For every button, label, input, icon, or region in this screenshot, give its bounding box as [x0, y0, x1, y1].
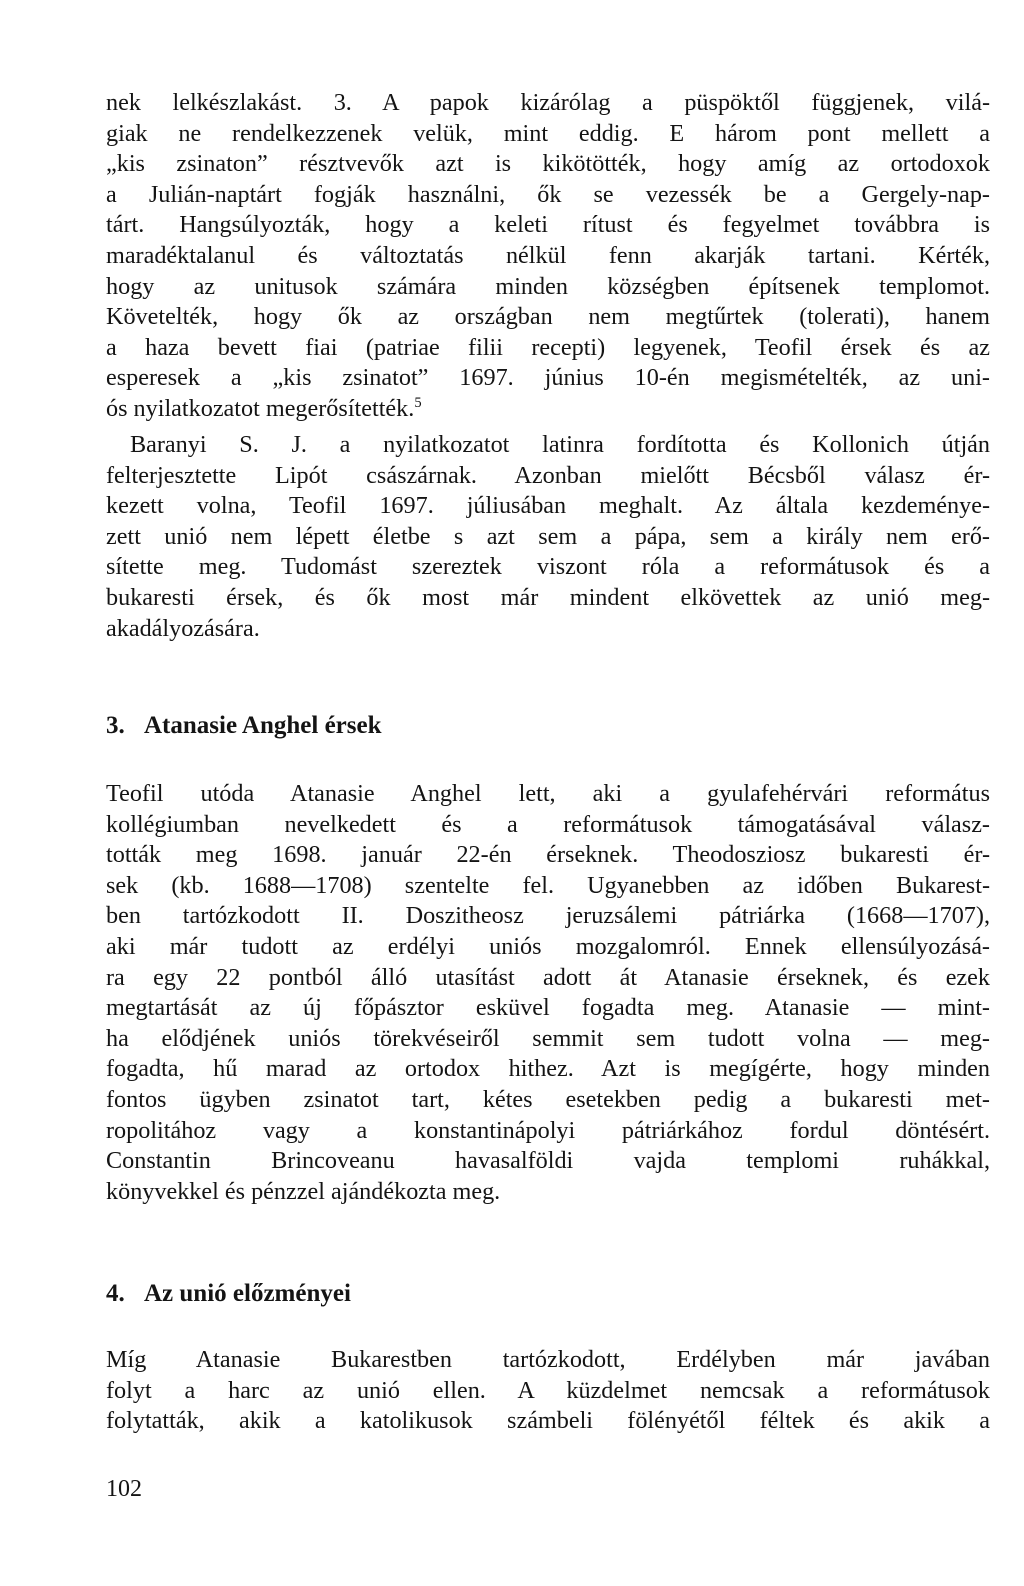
text-line: aki már tudott az erdélyi uniós mozgalomról. Ennek ellensúlyozásá- — [106, 932, 990, 960]
text-line-content: ós nyilatkozatot megerősítették. — [106, 394, 415, 422]
text-line: a Julián-naptárt fogják használni, ők se vezessék be a Gergely-nap- — [106, 180, 990, 208]
text-line: nek lelkészlakást. 3. A papok kizárólag a püspöktől függjenek, vilá- — [106, 89, 990, 116]
text-line: fontos ügyben zsinatot tart, kétes esetekben pedig a bukaresti met- — [106, 1085, 990, 1113]
text-line: Baranyi S. J. a nyilatkozatot latinra fordította és Kollonich útján — [130, 431, 990, 458]
text-line: Constantin Brincoveanu havasalföldi vajda templomi ruhákkal, — [106, 1147, 990, 1175]
text-line: Követelték, hogy ők az országban nem megtűrtek (tolerati), hanem — [106, 303, 990, 331]
text-line: Teofil utóda Atanasie Anghel lett, aki a gyulafehérvári református — [106, 780, 990, 807]
text-line: ha elődjének uniós törekvéseiről semmit sem tudott volna — meg- — [106, 1024, 990, 1052]
section-title: Az unió előzményei — [144, 1280, 351, 1307]
text-line: sítette meg. Tudomást szereztek viszont róla a reformátusok és a — [106, 553, 990, 581]
section-heading-3 — [106, 712, 382, 740]
section-number: 3. — [106, 712, 125, 739]
paragraph-4 — [106, 1345, 990, 1437]
footnote-marker: 5 — [414, 394, 422, 411]
paragraph-1 — [106, 88, 990, 425]
text-line: akadályozására. — [106, 614, 260, 642]
text-line: könyvekkel és pénzzel ajándékozta meg. — [106, 1177, 501, 1205]
text-line: esperesek a „kis zsinatot” 1697. június 10-én megismételték, az uni- — [106, 364, 990, 392]
text-line: fogadta, hű marad az ortodox hithez. Azt is megígérte, hogy minden — [106, 1055, 990, 1083]
paragraph-3 — [106, 779, 990, 1207]
text-line: felterjesztette Lipót császárnak. Azonban mielőtt Bécsből válasz ér- — [106, 461, 990, 489]
text-line: kollégiumban nevelkedett és a reformátusok támogatásával válasz- — [106, 810, 990, 838]
text-line: megtartását az új főpásztor esküvel fogadta meg. Atanasie — mint- — [106, 994, 990, 1022]
section-heading-4 — [106, 1280, 351, 1308]
text-line: giak ne rendelkezzenek velük, mint eddig. E három pont mellett a — [106, 119, 990, 147]
text-line: ra egy 22 pontból álló utasítást adott át Atanasie érseknek, és ezek — [106, 963, 990, 991]
section-title: Atanasie Anghel érsek — [144, 712, 382, 739]
text-line: maradéktalanul és változtatás nélkül fenn akarják tartani. Kérték, — [106, 241, 990, 269]
text-line: „kis zsinaton” résztvevők azt is kikötötték, hogy amíg az ortodoxok — [106, 150, 990, 178]
section-number: 4. — [106, 1280, 125, 1307]
text-line: Míg Atanasie Bukarestben tartózkodott, Erdélyben már javában — [106, 1346, 990, 1373]
text-line: zett unió nem lépett életbe s azt sem a pápa, sem a király nem erő- — [106, 522, 990, 550]
text-line: tárt. Hangsúlyozták, hogy a keleti rítust és fegyelmet továbbra is — [106, 211, 990, 239]
text-line: tották meg 1698. január 22-én érseknek. Theodosziosz bukaresti ér- — [106, 841, 990, 869]
text-line: kezett volna, Teofil 1697. júliusában meghalt. Az általa kezdeménye- — [106, 492, 990, 520]
text-line: hogy az unitusok számára minden községben építsenek templomot. — [106, 272, 990, 300]
text-line — [106, 394, 990, 425]
text-line: ropolitához vagy a konstantinápolyi pátriárkához fordul döntésért. — [106, 1116, 990, 1144]
text-line: folytatták, akik a katolikusok számbeli fölényétől féltek és akik a — [106, 1407, 990, 1435]
paragraph-2 — [106, 430, 990, 644]
page-number: 102 — [106, 1476, 142, 1502]
text-line: bukaresti érsek, és ők most már mindent elkövettek az unió meg- — [106, 583, 990, 611]
text-line: ben tartózkodott II. Doszitheosz jeruzsálemi pátriárka (1668—1707), — [106, 902, 990, 930]
text-line: a haza bevett fiai (patriae filii recepti) legyenek, Teofil érsek és az — [106, 333, 990, 361]
text-line: sek (kb. 1688—1708) szentelte fel. Ugyanebben az időben Bukarest- — [106, 871, 990, 899]
text-line: folyt a harc az unió ellen. A küzdelmet nemcsak a reformátusok — [106, 1376, 990, 1404]
